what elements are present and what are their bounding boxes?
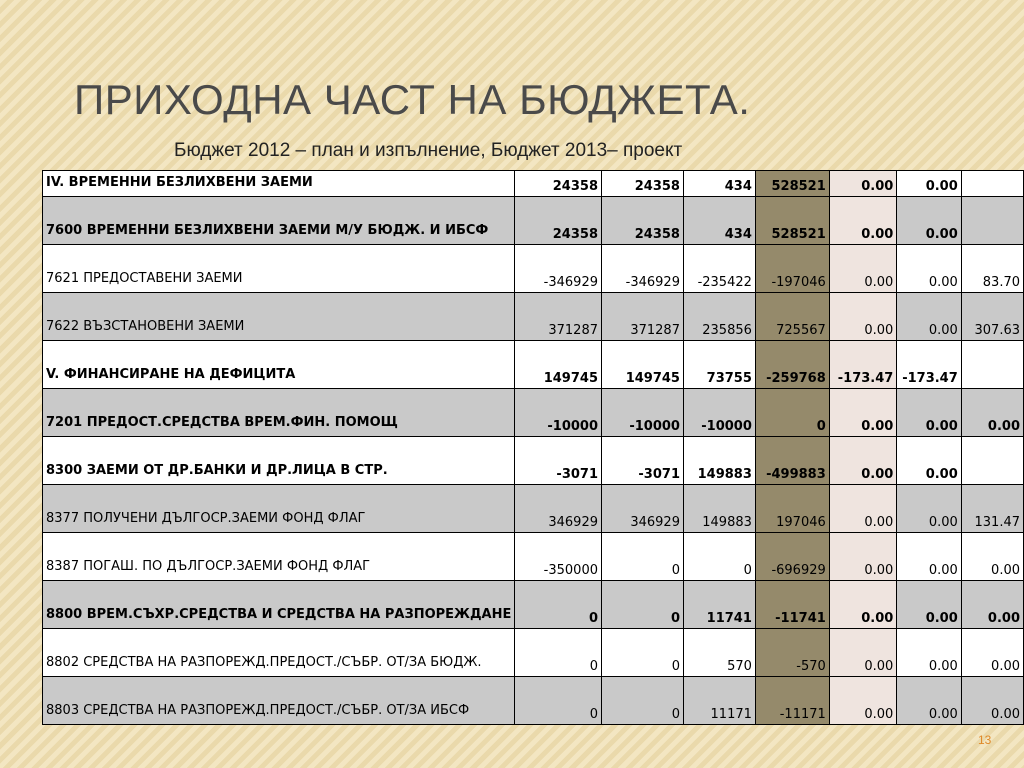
value-cell: 346929 xyxy=(515,485,602,533)
row-label-cell: 7621 ПРЕДОСТАВЕНИ ЗАЕМИ xyxy=(43,245,515,293)
value-cell: 570 xyxy=(683,629,755,677)
value-cell: 0.00 xyxy=(829,389,897,437)
value-cell: 235856 xyxy=(683,293,755,341)
value-cell: 24358 xyxy=(515,197,602,245)
value-cell: 0.00 xyxy=(829,485,897,533)
value-cell: 0.00 xyxy=(897,197,961,245)
value-cell: 371287 xyxy=(515,293,602,341)
value-cell: 197046 xyxy=(755,485,829,533)
value-cell: -3071 xyxy=(515,437,602,485)
value-cell: 0.00 xyxy=(961,629,1023,677)
table-row xyxy=(43,197,1024,245)
row-label-cell: 7201 ПРЕДОСТ.СРЕДСТВА ВРЕМ.ФИН. ПОМОЩ xyxy=(43,389,515,437)
value-cell: 0.00 xyxy=(961,581,1023,629)
table-row xyxy=(43,341,1024,389)
value-cell: 11171 xyxy=(683,677,755,725)
value-cell: 83.70 xyxy=(961,245,1023,293)
value-cell: 346929 xyxy=(602,485,684,533)
value-cell: -11741 xyxy=(755,581,829,629)
value-cell: 0.00 xyxy=(829,437,897,485)
row-label-cell: 8802 СРЕДСТВА НА РАЗПОРЕЖД.ПРЕДОСТ./СЪБР. ОТ/ЗА БЮДЖ. xyxy=(43,629,515,677)
value-cell: 0 xyxy=(515,581,602,629)
row-label-cell: 7600 ВРЕМЕННИ БЕЗЛИХВЕНИ ЗАЕМИ М/У БЮДЖ. И ИБСФ xyxy=(43,197,515,245)
value-cell: -10000 xyxy=(515,389,602,437)
value-cell: 0.00 xyxy=(829,197,897,245)
value-cell: -197046 xyxy=(755,245,829,293)
value-cell: 0.00 xyxy=(829,581,897,629)
table-row xyxy=(43,293,1024,341)
value-cell: 73755 xyxy=(683,341,755,389)
value-cell: -10000 xyxy=(602,389,684,437)
value-cell: 0.00 xyxy=(897,629,961,677)
value-cell: 0.00 xyxy=(897,293,961,341)
value-cell: 0 xyxy=(602,629,684,677)
value-cell: 0.00 xyxy=(829,171,897,197)
value-cell: -173.47 xyxy=(829,341,897,389)
table-row xyxy=(43,629,1024,677)
value-cell: 149745 xyxy=(515,341,602,389)
value-cell: 0 xyxy=(602,677,684,725)
value-cell: 0.00 xyxy=(829,245,897,293)
value-cell: 0 xyxy=(602,533,684,581)
table-row xyxy=(43,533,1024,581)
value-cell: 149883 xyxy=(683,437,755,485)
value-cell: 24358 xyxy=(515,171,602,197)
value-cell: 307.63 xyxy=(961,293,1023,341)
value-cell: -346929 xyxy=(515,245,602,293)
slide-title: ПРИХОДНА ЧАСТ НА БЮДЖЕТА. xyxy=(74,76,751,123)
value-cell: 0.00 xyxy=(829,293,897,341)
value-cell: -696929 xyxy=(755,533,829,581)
row-label-cell: 8387 ПОГАШ. ПО ДЪЛГОСР.ЗАЕМИ ФОНД ФЛАГ xyxy=(43,533,515,581)
table-row xyxy=(43,485,1024,533)
value-cell: 0.00 xyxy=(897,533,961,581)
value-cell: 0.00 xyxy=(829,677,897,725)
value-cell: 131.47 xyxy=(961,485,1023,533)
table-row xyxy=(43,677,1024,725)
value-cell: 149745 xyxy=(602,341,684,389)
value-cell xyxy=(961,171,1023,197)
row-label-cell: V. ФИНАНСИРАНЕ НА ДЕФИЦИТА xyxy=(43,341,515,389)
table-row xyxy=(43,389,1024,437)
value-cell xyxy=(961,437,1023,485)
value-cell: -346929 xyxy=(602,245,684,293)
row-label-cell: 7622 ВЪЗСТАНОВЕНИ ЗАЕМИ xyxy=(43,293,515,341)
row-label-cell: 8803 СРЕДСТВА НА РАЗПОРЕЖД.ПРЕДОСТ./СЪБР. ОТ/ЗА ИБСФ xyxy=(43,677,515,725)
value-cell: -499883 xyxy=(755,437,829,485)
value-cell: -173.47 xyxy=(897,341,961,389)
value-cell: 0 xyxy=(602,581,684,629)
row-label-cell: 8300 ЗАЕМИ ОТ ДР.БАНКИ И ДР.ЛИЦА В СТР. xyxy=(43,437,515,485)
value-cell xyxy=(961,197,1023,245)
value-cell: 434 xyxy=(683,197,755,245)
value-cell: 434 xyxy=(683,171,755,197)
slide-subtitle: Бюджет 2012 – план и изпълнение, Бюджет 2013– проект xyxy=(174,140,683,161)
value-cell: -259768 xyxy=(755,341,829,389)
table-row xyxy=(43,245,1024,293)
row-label-cell: IV. ВРЕМЕННИ БЕЗЛИХВЕНИ ЗАЕМИ xyxy=(43,171,515,197)
row-label-cell: 8377 ПОЛУЧЕНИ ДЪЛГОСР.ЗАЕМИ ФОНД ФЛАГ xyxy=(43,485,515,533)
value-cell: 0.00 xyxy=(829,533,897,581)
value-cell xyxy=(961,341,1023,389)
value-cell: -235422 xyxy=(683,245,755,293)
value-cell: 0 xyxy=(515,629,602,677)
value-cell: 0.00 xyxy=(897,677,961,725)
row-label-cell: 8800 ВРЕМ.СЪХР.СРЕДСТВА И СРЕДСТВА НА РАЗПОРЕЖДАНЕ xyxy=(43,581,515,629)
value-cell: -350000 xyxy=(515,533,602,581)
value-cell: 371287 xyxy=(602,293,684,341)
value-cell: 149883 xyxy=(683,485,755,533)
budget-table xyxy=(42,170,1024,725)
value-cell: 0.00 xyxy=(897,171,961,197)
page-number: 13 xyxy=(978,733,992,747)
value-cell: -11171 xyxy=(755,677,829,725)
value-cell: 0.00 xyxy=(897,389,961,437)
value-cell: 0.00 xyxy=(829,629,897,677)
value-cell: 0 xyxy=(683,533,755,581)
value-cell: 0.00 xyxy=(897,437,961,485)
value-cell: 0.00 xyxy=(897,485,961,533)
value-cell: -10000 xyxy=(683,389,755,437)
value-cell: -3071 xyxy=(602,437,684,485)
value-cell: 0 xyxy=(515,677,602,725)
value-cell: -570 xyxy=(755,629,829,677)
table-row xyxy=(43,581,1024,629)
value-cell: 0.00 xyxy=(961,677,1023,725)
table-row xyxy=(43,171,1024,197)
value-cell: 0 xyxy=(755,389,829,437)
value-cell: 0.00 xyxy=(961,389,1023,437)
value-cell: 725567 xyxy=(755,293,829,341)
value-cell: 24358 xyxy=(602,171,684,197)
value-cell: 528521 xyxy=(755,171,829,197)
value-cell: 0.00 xyxy=(897,581,961,629)
value-cell: 528521 xyxy=(755,197,829,245)
value-cell: 0.00 xyxy=(961,533,1023,581)
value-cell: 24358 xyxy=(602,197,684,245)
value-cell: 11741 xyxy=(683,581,755,629)
table-row xyxy=(43,437,1024,485)
value-cell: 0.00 xyxy=(897,245,961,293)
